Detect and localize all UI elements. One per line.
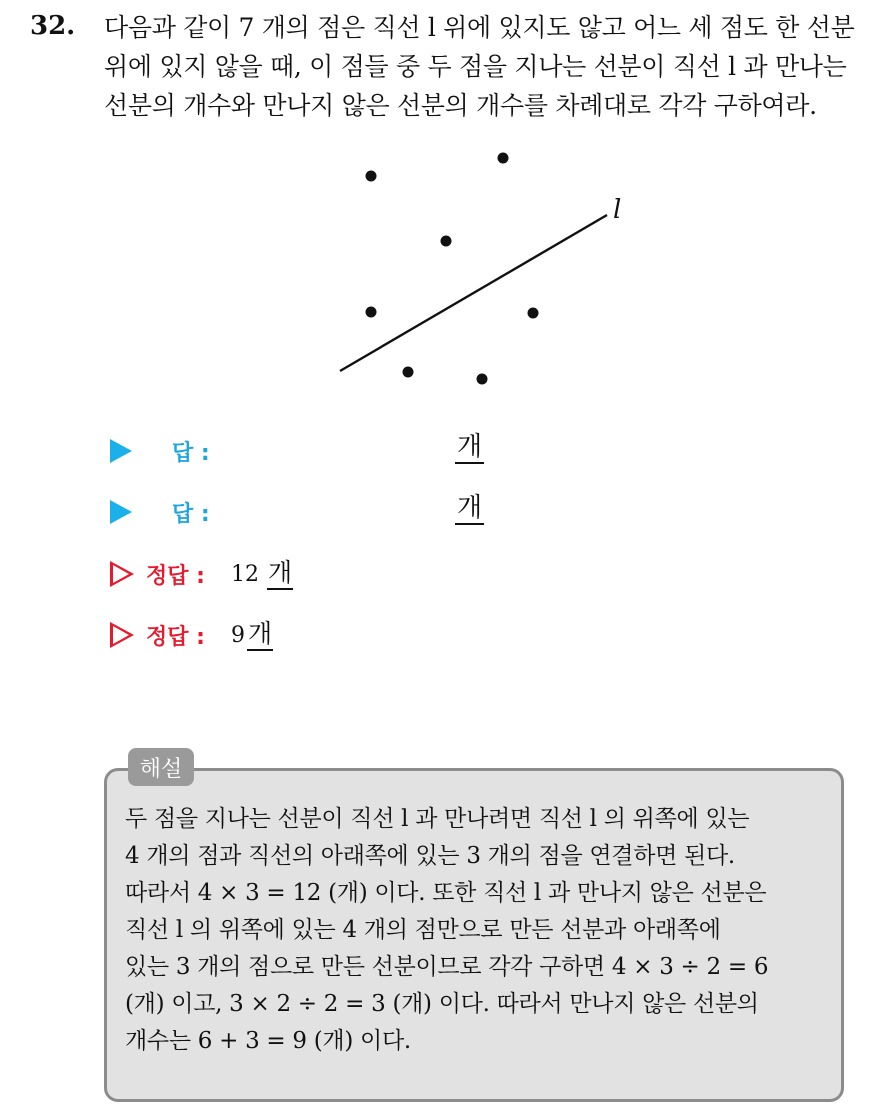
explanation-line: 4 개의 점과 직선의 아래쪽에 있는 3 개의 점을 연결하면 된다. [125,843,735,869]
answer-row-1 [110,432,483,468]
explanation-line: 따라서 4 × 3 = 12 (개) 이다. 또한 직선 l 과 만나지 않은 선분은 [125,880,767,906]
point [403,367,414,378]
answer-blank[interactable]: 개 [457,432,483,462]
correct-answer-unit: 개 [247,619,273,651]
line-l [340,215,607,371]
point [477,374,488,385]
point [498,153,509,164]
point [441,236,452,247]
correct-answer-label: 정답 : [146,563,205,589]
point [366,171,377,182]
question-line: 위에 있지 않을 때, 이 점들 중 두 점을 지나는 선분이 직선 l 과 만나는 [104,52,847,81]
correct-answer-label: 정답 : [146,624,205,650]
answer-blank[interactable]: 개 [457,493,483,523]
answer-label: 답 : [172,501,210,527]
explanation-text [125,801,825,1060]
question-text [104,8,874,125]
line-l-label: l [613,195,622,225]
explanation-box [104,768,844,1102]
explanation-line: 개수는 6 + 3 = 9 (개) 이다. [125,1028,411,1054]
explanation-tab: 해설 [128,748,194,786]
explanation-line: 직선 l 의 위쪽에 있는 4 개의 점만으로 만든 선분과 아래쪽에 [125,917,721,943]
correct-arrow-icon [110,561,134,587]
point [366,307,377,318]
answer-row-2 [110,493,483,529]
correct-answer-value: 9 [230,622,245,648]
points-and-line-figure [330,145,640,395]
explanation-line: 두 점을 지나는 선분이 직선 l 과 만나려면 직선 l 의 위쪽에 있는 [125,806,750,832]
correct-answer-row-1 [110,557,293,591]
question-line: 다음과 같이 7 개의 점은 직선 l 위에 있지도 않고 어느 세 점도 한 선분 [104,13,855,42]
correct-answer-value: 12 [230,561,259,587]
question-number: 32. [30,11,76,41]
answer-label: 답 : [172,440,210,466]
point [528,308,539,319]
correct-answer-row-2 [110,618,273,652]
answer-arrow-icon [110,439,132,463]
explanation-line: 있는 3 개의 점으로 만든 선분이므로 각각 구하면 4 × 3 ÷ 2 = 6 [125,954,769,980]
correct-arrow-icon [110,622,134,648]
question-line: 선분의 개수와 만나지 않은 선분의 개수를 차례대로 각각 구하여라. [104,91,817,120]
answer-arrow-icon [110,500,132,524]
correct-answer-unit: 개 [267,558,293,590]
explanation-line: (개) 이고, 3 × 2 ÷ 2 = 3 (개) 이다. 따라서 만나지 않은 선분의 [125,991,759,1017]
